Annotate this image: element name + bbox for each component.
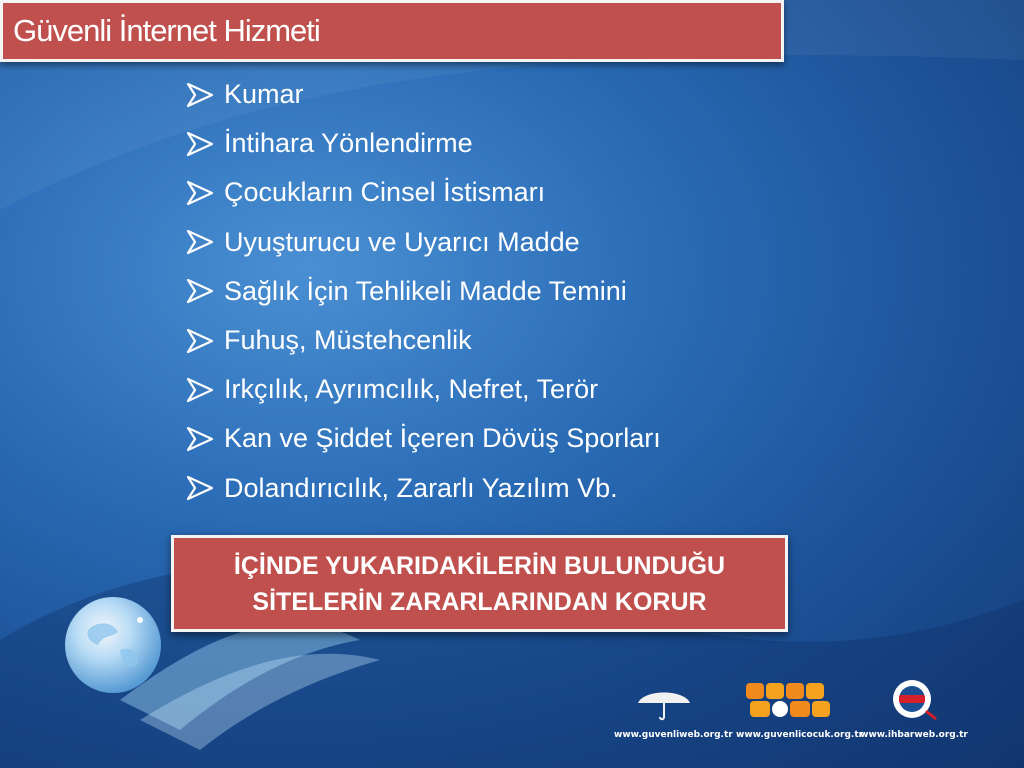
list-item-label: Kan ve Şiddet İçeren Dövüş Sporları xyxy=(224,423,661,454)
callout-box xyxy=(171,535,788,632)
callout-line-2: SİTELERİN ZARARLARINDAN KORUR xyxy=(252,587,707,616)
list-item xyxy=(186,119,661,168)
list-item-label: Dolandırıcılık, Zararlı Yazılım Vb. xyxy=(224,472,618,503)
list-item-label: Kumar xyxy=(224,79,304,110)
arrow-bullet-icon xyxy=(186,131,214,157)
logo-url: www.guvenliweb.org.tr xyxy=(614,730,733,740)
arrow-bullet-icon xyxy=(186,180,214,206)
list-item xyxy=(186,365,661,414)
logo-url: www.guvenlicocuk.org.tr xyxy=(736,730,864,740)
title-bar xyxy=(0,0,784,62)
list-item xyxy=(186,267,661,316)
logo-ihbar-web xyxy=(860,677,968,740)
arrow-bullet-icon xyxy=(186,475,214,501)
list-item-label: Uyuşturucu ve Uyarıcı Madde xyxy=(224,226,580,257)
callout-line-1: İÇİNDE YUKARIDAKİLERİN BULUNDUĞU xyxy=(233,551,726,580)
logo-guvenli-cocuk xyxy=(736,677,864,740)
logo-guvenli-web xyxy=(614,685,733,740)
list-item-label: Çocukların Cinsel İstismarı xyxy=(224,177,546,208)
umbrella-icon xyxy=(634,685,694,721)
arrow-bullet-icon xyxy=(186,377,214,403)
list-item xyxy=(186,70,661,119)
list-item xyxy=(186,218,661,267)
list-item xyxy=(186,316,661,365)
arrow-bullet-icon xyxy=(186,426,214,452)
logo-url: www.ihbarweb.org.tr xyxy=(860,730,968,740)
page-title: Güvenli İnternet Hizmeti xyxy=(13,13,320,48)
ihbar-web-logo xyxy=(886,677,942,721)
list-item-label: Fuhuş, Müstehcenlik xyxy=(224,325,472,356)
guvenli-cocuk-logo xyxy=(740,677,836,721)
list-item xyxy=(186,464,661,513)
list-item-label: Irkçılık, Ayrımcılık, Nefret, Terör xyxy=(224,374,599,405)
list-item-label: İntihara Yönlendirme xyxy=(224,128,473,159)
bullet-list xyxy=(186,70,661,513)
globe-icon xyxy=(58,590,168,700)
arrow-bullet-icon xyxy=(186,328,214,354)
list-item xyxy=(186,168,661,217)
list-item-label: Sağlık İçin Tehlikeli Madde Temini xyxy=(224,275,627,306)
arrow-bullet-icon xyxy=(186,229,214,255)
arrow-bullet-icon xyxy=(186,278,214,304)
arrow-bullet-icon xyxy=(186,82,214,108)
list-item xyxy=(186,414,661,463)
